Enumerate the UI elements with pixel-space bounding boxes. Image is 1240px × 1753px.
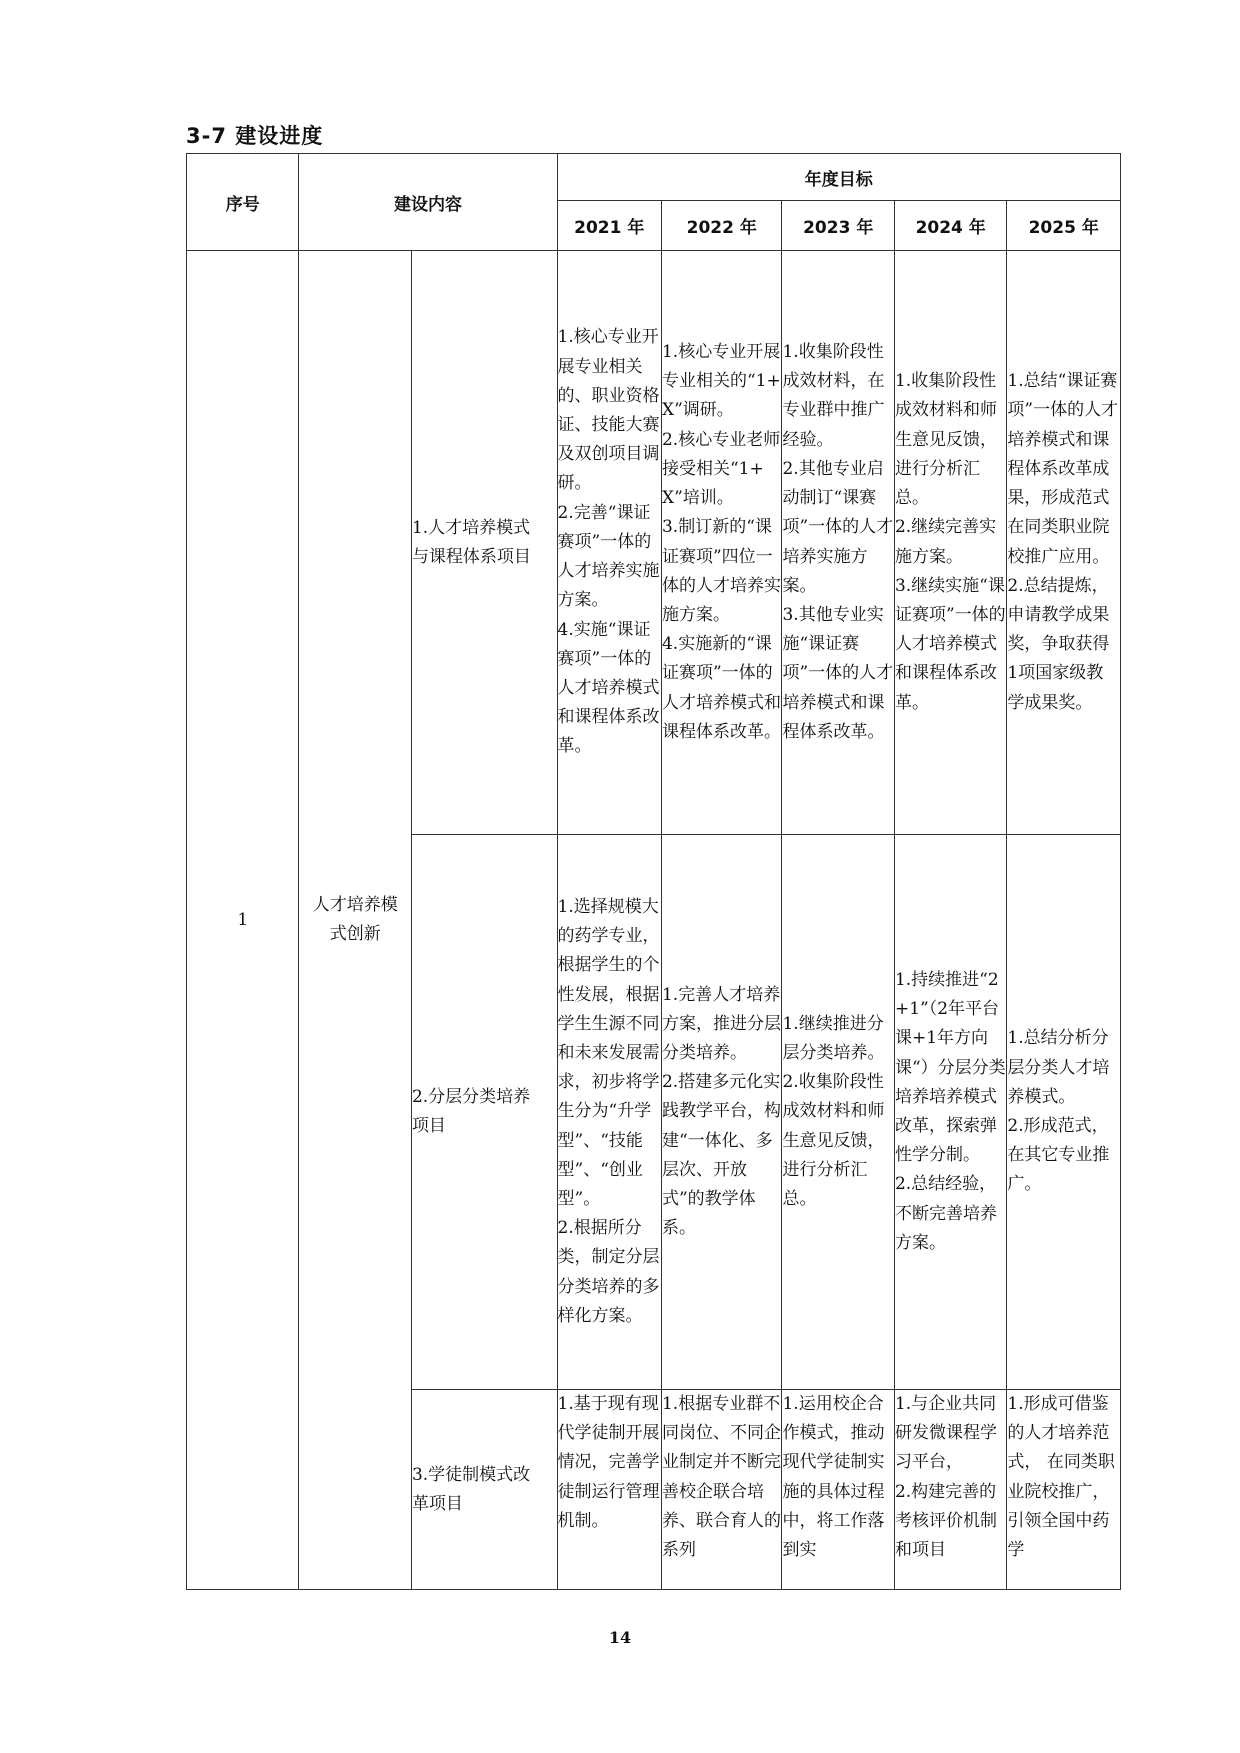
header-annual-goal: 年度目标 [557, 154, 1120, 201]
goal-2023: 1.收集阶段性成效材料，在专业群中推广经验。 2.其他专业启动制订“课赛项”一体的人才培养实施方案。 3.其他专业实施“课证赛项”一体的人才培养模式和课程体系改革。 [782, 251, 894, 835]
header-year-2023: 2023 年 [782, 201, 894, 251]
goal-2024: 1.持续推进“2+1”（2年平台课+1年方向课“）分层分类培养培养模式改革，探索弹性学分制。 2.总结经验，不断完善培养方案。 [894, 835, 1006, 1390]
goal-2021: 1.选择规模大的药学专业，根据学生的个性发展，根据学生生源不同和未来发展需求，初步将学生分为“升学型”、“技能型”、“创业型”。 2.根据所分类，制定分层分类培养的多样化方案。 [557, 835, 661, 1390]
group-seq: 1 [187, 251, 299, 1590]
goal-2022: 1.核心专业开展专业相关的“1+X”调研。 2.核心专业老师接受相关“1+X”培训。 3.制订新的“课证赛项”四位一体的人才培养实施方案。 4.实施新的“课证赛项”一体的人才培养模式和课程体系改革。 [661, 251, 782, 835]
goal-2023: 1.继续推进分层分类培养。 2.收集阶段性成效材料和师生意见反馈，进行分析汇总。 [782, 835, 894, 1390]
goal-2025: 1.总结“课证赛项”一体的人才培养模式和课程体系改革成果，形成范式在同类职业院校推广应用。 2.总结提炼，申请教学成果奖，争取获得1项国家级教学成果奖。 [1007, 251, 1121, 835]
goal-2024: 1.收集阶段性成效材料和师生意见反馈，进行分析汇总。 2.继续完善实施方案。 3.继续实施“课证赛项”一体的人才培养模式和课程体系改革。 [894, 251, 1006, 835]
header-year-2022: 2022 年 [661, 201, 782, 251]
goal-2021: 1.核心专业开展专业相关的、职业资格证、技能大赛及双创项目调研。 2.完善“课证赛项”一体的人才培养实施方案。 4.实施“课证赛项”一体的人才培养模式和课程体系改革。 [557, 251, 661, 835]
section-title: 3-7 建设进度 [186, 124, 324, 148]
project-name: 2.分层分类培养 项目 [411, 835, 557, 1390]
header-content: 建设内容 [299, 154, 557, 251]
header-year-2021: 2021 年 [557, 201, 661, 251]
header-year-2024: 2024 年 [894, 201, 1006, 251]
goal-2022: 1.完善人才培养方案，推进分层分类培养。 2.搭建多元化实践教学平台，构建“一体化、多层次、开放式”的教学体系。 [661, 835, 782, 1390]
goal-2025: 1.总结分析分层分类人才培养模式。 2.形成范式，在其它专业推广。 [1007, 835, 1121, 1390]
goal-2022: 1.根据专业群不同岗位、不同企业制定并不断完善校企联合培养、联合育人的系列 [661, 1390, 782, 1590]
goal-2023: 1.运用校企合作模式，推动现代学徒制实施的具体过程中，将工作落到实 [782, 1390, 894, 1590]
page-number: 14 [608, 1628, 632, 1647]
project-name: 1.人才培养模式 与课程体系项目 [411, 251, 557, 835]
goal-2021: 1.基于现有现代学徒制开展情况，完善学徒制运行管理机制。 [557, 1390, 661, 1590]
header-seq: 序号 [187, 154, 299, 251]
header-year-2025: 2025 年 [1007, 201, 1121, 251]
table-row [187, 251, 1121, 835]
goal-2025: 1.形成可借鉴的人才培养范式， 在同类职业院校推广，引领全国中药学 [1007, 1390, 1121, 1590]
group-name: 人才培养模 式创新 [299, 251, 411, 1590]
project-name: 3.学徒制模式改 革项目 [411, 1390, 557, 1590]
construction-progress-table [186, 153, 1121, 1590]
goal-2024: 1.与企业共同研发微课程学习平台， 2.构建完善的考核评价机制和项目 [894, 1390, 1006, 1590]
